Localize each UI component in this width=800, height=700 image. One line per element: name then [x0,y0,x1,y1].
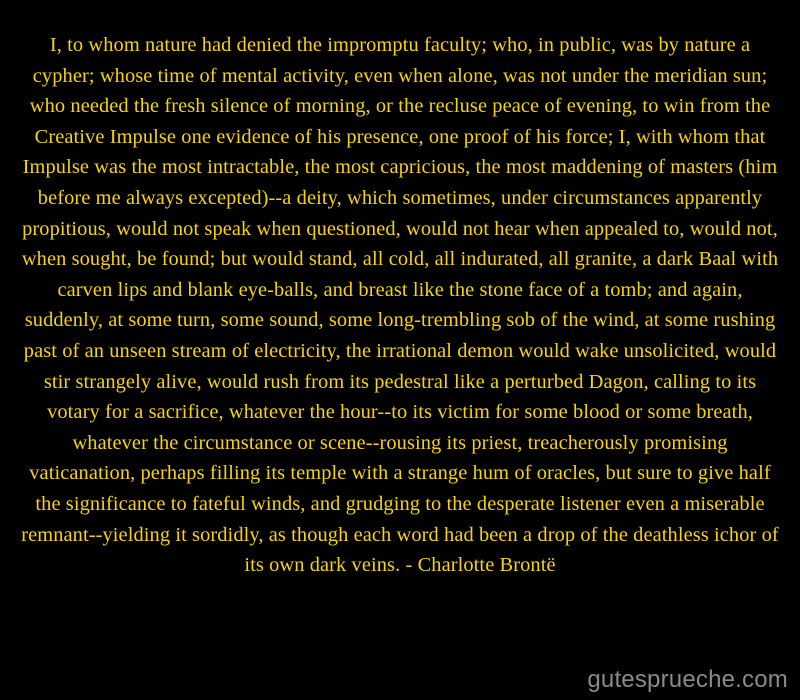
quote-text: I, to whom nature had denied the impromptu faculty; who, in public, was by nature a cypher; whose time of mental activity, even when alone, was not under the meridian sun; who needed the fresh silence of morning, or the recluse peace of evening, to win from the Creative Impulse one evidence of his presence, one proof of his force; I, with whom that Impulse was the most intractable, the most capricious, the most maddening of masters (him before me always excepted)--a deity, which sometimes, under circumstances apparently propitious, would not speak when questioned, would not hear when appealed to, would not, when sought, be found; but would stand, all cold, all indurated, all granite, a dark Baal with carven lips and blank eye-balls, and breast like the stone face of a tomb; and again, suddenly, at some turn, some sound, some long-trembling sob of the wind, at some rushing past of an unseen stream of electricity, the irrational demon would wake unsolicited, would stir strangely alive, would rush from its pedestral like a perturbed Dagon, calling to its votary for a sacrifice, whatever the hour--to its victim for some blood or some breath, whatever the circumstance or scene--rousing its priest, treacherously promising vaticanation, perhaps filling its temple with a strange hum of oracles, but sure to give half the significance to fateful winds, and grudging to the desperate listener even a miserable remnant--yielding it sordidly, as though each word had been a drop of the deathless ichor of its own dark veins. - Charlotte Brontë [21,34,779,577]
site-watermark: gutesprueche.com [587,666,788,693]
